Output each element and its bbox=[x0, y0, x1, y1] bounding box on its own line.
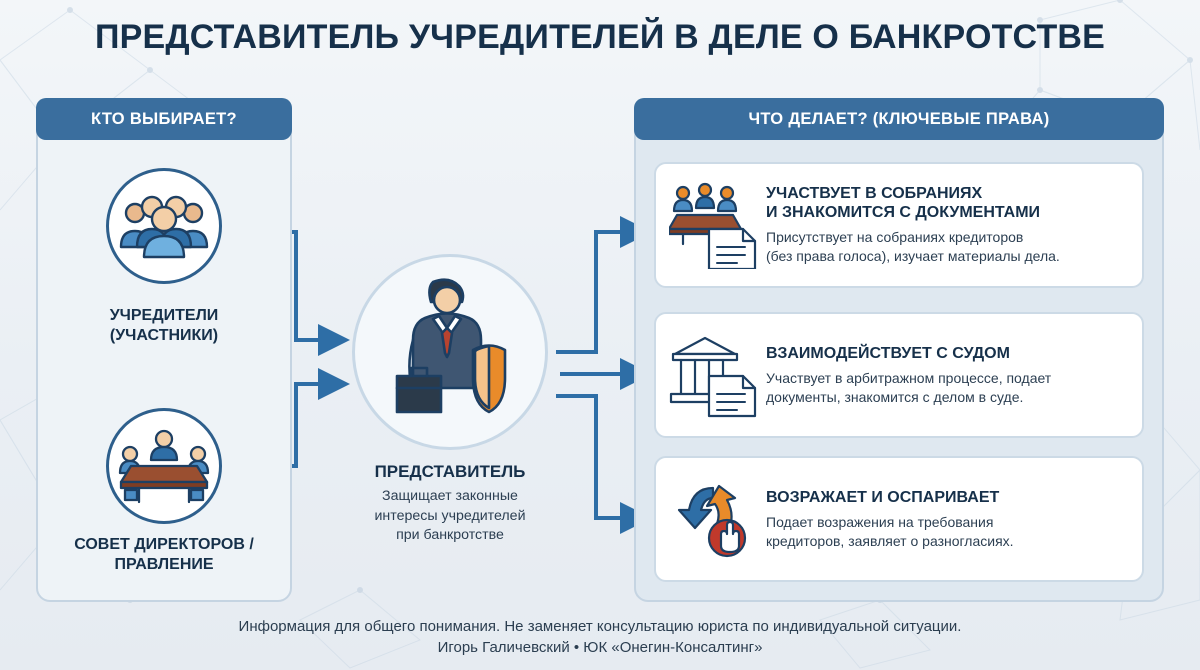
node-board-label-line1: СОВЕТ ДИРЕКТОРОВ / bbox=[74, 536, 254, 553]
card3-text bbox=[766, 513, 1130, 551]
node-founders[interactable] bbox=[106, 168, 222, 284]
footer-author: Игорь Галичевский • ЮК «Онегин-Консалтинг» bbox=[437, 639, 763, 656]
page-title: ПРЕДСТАВИТЕЛЬ УЧРЕДИТЕЛЕЙ В ДЕЛЕ О БАНКРОТСТВЕ bbox=[94, 18, 1106, 56]
center-description-line2: интересы учредителей bbox=[374, 507, 526, 524]
objection-stop-hand-icon bbox=[669, 478, 759, 560]
node-founders-label bbox=[44, 306, 284, 345]
right-panel-header: ЧТО ДЕЛАЕТ? (КЛЮЧЕВЫЕ ПРАВА) bbox=[634, 98, 1164, 140]
card3-text-line1: Подает возражения на требования bbox=[766, 513, 994, 530]
card2-icon-wrap bbox=[666, 327, 762, 423]
card3-text-line2: кредиторов, заявляет о разногласиях. bbox=[766, 532, 1014, 549]
node-founders-label-line1: УЧРЕДИТЕЛИ bbox=[109, 307, 219, 324]
node-board-label-line2: ПРАВЛЕНИЕ bbox=[114, 555, 214, 573]
boardroom-table-icon bbox=[117, 426, 211, 506]
card-court-interaction[interactable] bbox=[654, 312, 1144, 438]
center-title: ПРЕДСТАВИТЕЛЬ bbox=[374, 462, 526, 481]
card1-title-line1: УЧАСТВУЕТ В СОБРАНИЯХ bbox=[766, 184, 983, 202]
node-founders-label-line2: (УЧАСТНИКИ) bbox=[109, 326, 219, 344]
node-board-label bbox=[44, 535, 284, 574]
businessman-with-shield-icon bbox=[375, 272, 525, 432]
footer-disclaimer: Информация для общего понимания. Не заменяет консультацию юриста по индивидуальной ситуации. bbox=[238, 618, 962, 635]
card1-text-line1: Присутствует на собраниях кредиторов bbox=[766, 229, 1024, 246]
center-description-line3: при банкротстве bbox=[396, 527, 504, 544]
card2-text-line1: Участвует в арбитражном процессе, подает bbox=[766, 369, 1052, 386]
card1-text-line2: (без права голоса), изучает материалы дела. bbox=[766, 248, 1060, 265]
card2-title bbox=[766, 344, 1130, 363]
footer bbox=[0, 618, 1200, 656]
card1-title-line2: И ЗНАКОМИТСЯ С ДОКУМЕНТАМИ bbox=[766, 204, 1041, 222]
courthouse-document-icon bbox=[669, 332, 759, 418]
card3-title bbox=[766, 488, 1130, 507]
center-description-line1: Защищает законные bbox=[382, 488, 518, 504]
card1-icon-wrap bbox=[666, 177, 762, 273]
card1-text bbox=[766, 228, 1130, 266]
center-description bbox=[330, 487, 570, 546]
center-node-representative[interactable] bbox=[352, 254, 548, 450]
card3-icon-wrap bbox=[666, 471, 762, 567]
card1-title bbox=[766, 184, 1130, 222]
card2-text-line2: документы, знакомится с делом в суде. bbox=[766, 388, 1024, 405]
left-panel-header: КТО ВЫБИРАЕТ? bbox=[36, 98, 292, 140]
card3-title-line1: ВОЗРАЖАЕТ И ОСПАРИВАЕТ bbox=[766, 488, 1000, 506]
card2-text bbox=[766, 369, 1130, 407]
meeting-documents-icon bbox=[669, 181, 759, 269]
card2-body bbox=[762, 344, 1130, 407]
card1-body bbox=[762, 184, 1130, 266]
card2-title-line1: ВЗАИМОДЕЙСТВУЕТ С СУДОМ bbox=[766, 344, 1010, 362]
people-group-icon bbox=[118, 187, 210, 265]
node-board[interactable] bbox=[106, 408, 222, 524]
card-objections[interactable] bbox=[654, 456, 1144, 582]
card-meetings-documents[interactable] bbox=[654, 162, 1144, 288]
card3-body bbox=[762, 488, 1130, 551]
